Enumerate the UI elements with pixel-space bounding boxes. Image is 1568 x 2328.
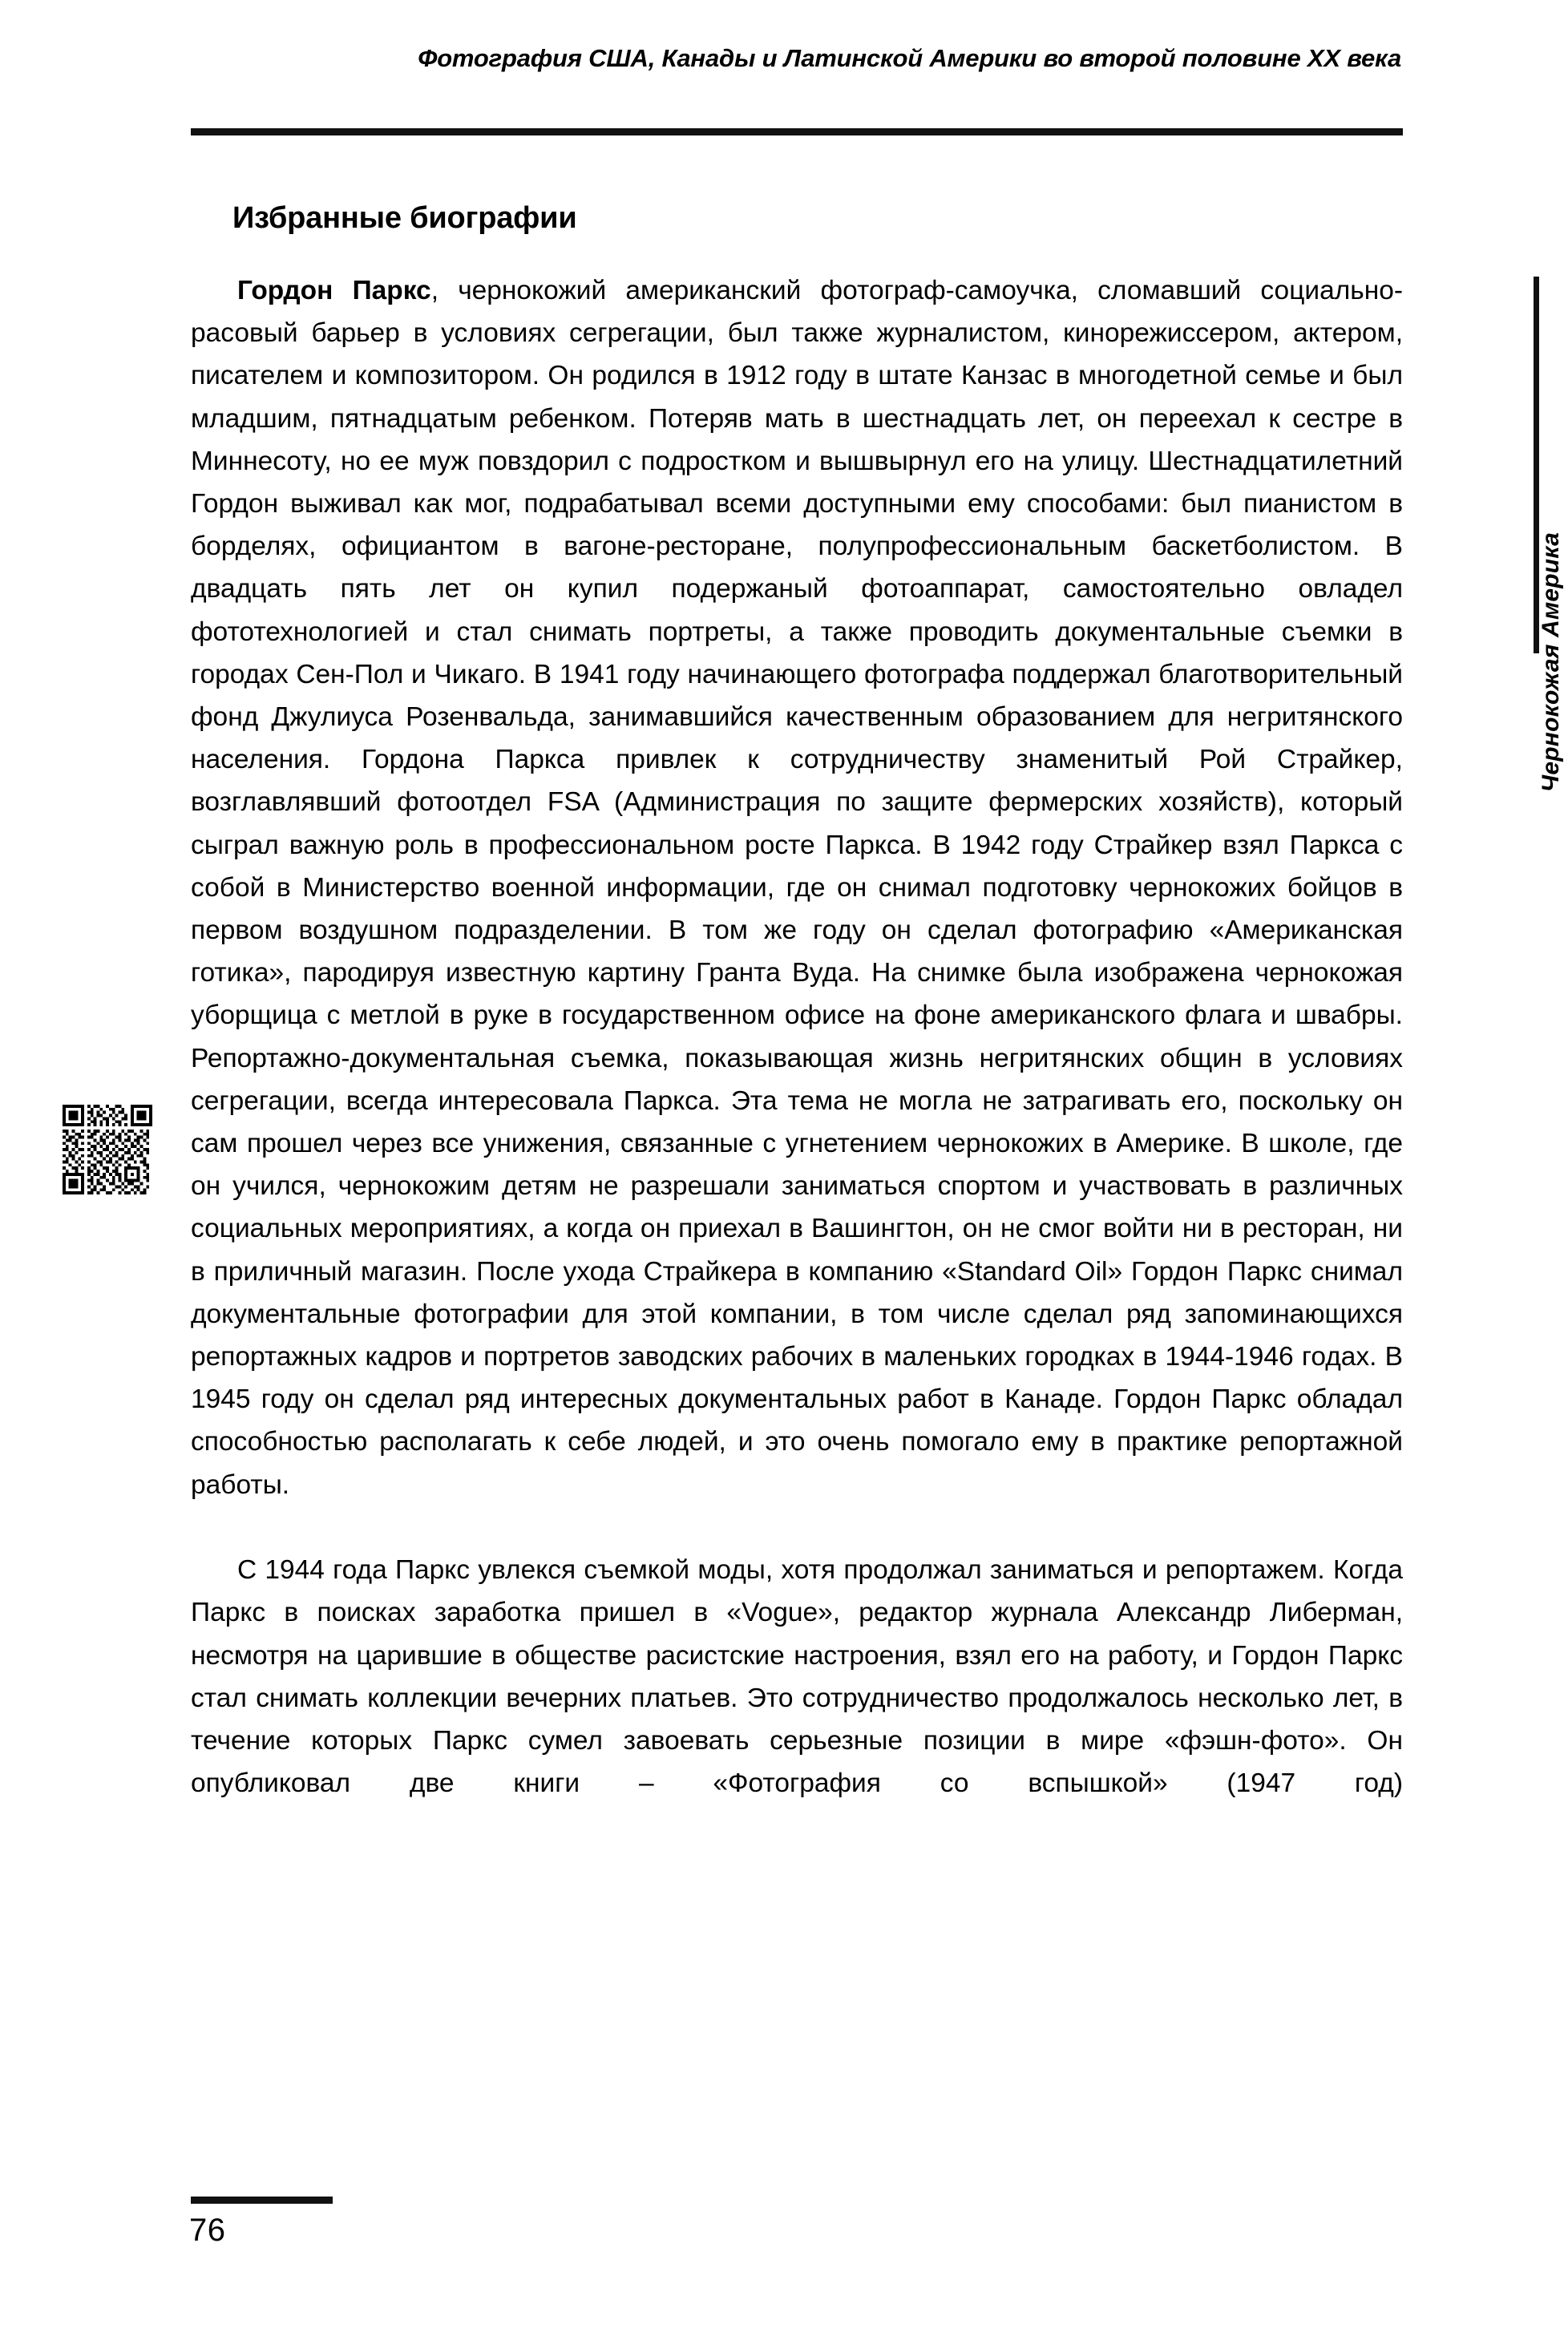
page-number: 76 (189, 2213, 226, 2248)
paragraph-fashion-photography: С 1944 года Паркс увлекся съемкой моды, хотя продолжал заниматься и репортажем. Когда Паркс в поисках заработка пришел в «Vogue», редактор журнала Александр Либерман, несмотря на царившие в обществе расистские настроения, взял его на работу, и Гордон Паркс стал снимать коллекции вечерних платьев. Это сотрудничество продолжалось несколько лет, в течение которых Паркс сумел завоевать серьезные позиции в мире «фэшн-фото». Он опубликовал две книги – «Фотография со вспышкой» (1947 год) (191, 1555, 1403, 1799)
header-rule (191, 128, 1403, 135)
section-heading: Избранные биографии (232, 200, 577, 235)
qr-code (63, 1105, 152, 1194)
lead-name: Гордон Паркс (237, 276, 431, 305)
footer-rule (191, 2197, 333, 2204)
paragraph-gordon-parks (191, 269, 1403, 1549)
body-text-column (191, 269, 1403, 1848)
running-head: Фотография США, Канады и Латинской Америки во второй половине XX века (418, 44, 1401, 72)
paragraph-gordon-parks-text: , чернокожий американский фотограф-самоучка, сломавший социально-расовый барьер в условиях сегрегации, был также журналистом, кинорежиссером, актером, писателем и композитором. Он родился в 1912 году в штате Канзас в многодетной семье и был младшим, пятнадцатым ребенком. Потеряв мать в шестнадцать лет, он переехал к сестре в Миннесоту, но ее муж повздорил с подростком и вышвырнул его на улицу. Шестнадцатилетний Гордон выживал как мог, подрабатывал всеми доступными ему способами: был пианистом в борделях, официантом в вагоне-ресторане, полупрофессиональным баскетболистом. В двадцать пять лет он купил подержаный фотоаппарат, самостоятельно овладел фототехнологией и стал снимать портреты, а также проводить документальные съемки в городах Сен-Пол и Чикаго. В 1941 году начинающего фотографа поддержал благотворительный фонд Джулиуса Розенвальда, занимавшийся качественным образованием для негритянского населения. Гордона Паркса привлек к сотрудничеству знаменитый Рой Страйкер, возглавлявший фотоотдел FSA (Администрация по защите фермерских хозяйств), который сыграл важную роль в профессиональном росте Паркса. В 1942 году Страйкер взял Паркса с собой в Министерство военной информации, где он снимал подготовку чернокожих бойцов в первом воздушном подразделении. В том же году он сделал фотографию «Американская готика», пародируя известную картину Гранта Вуда. На снимке была изображена чернокожая уборщица с метлой в руке в государственном офисе на фоне американского флага и швабры. Репортажно-документальная съемка, показывающая жизнь негритянских общин в условиях сегрегации, всегда интересовала Паркса. Эта тема не могла не затрагивать его, поскольку он сам прошел через все унижения, связанные с угнетением чернокожих в Америке. В школе, где он учился, чернокожим детям не разрешали заниматься спортом и участвовать в различных социальных мероприятиях, а когда он приехал в Вашингтон, он не смог войти ни в ресторан, ни в приличный магазин. После ухода Страйкера в компанию «Standard Oil» Гордон Паркс снимал документальные фотографии для этой компании, в том числе сделал ряд запоминающихся репортажных кадров и портретов заводских рабочих в маленьких городках в 1944-1946 годах. В 1945 году он сделал ряд интересных документальных работ в Канаде. Гордон Паркс обладал способностью располагать к себе людей, и это очень помогало ему в практике репортажной работы. (191, 276, 1404, 1500)
side-running-title: Чернокожая Америка (1538, 532, 1564, 793)
side-running-title-group (1493, 273, 1564, 793)
